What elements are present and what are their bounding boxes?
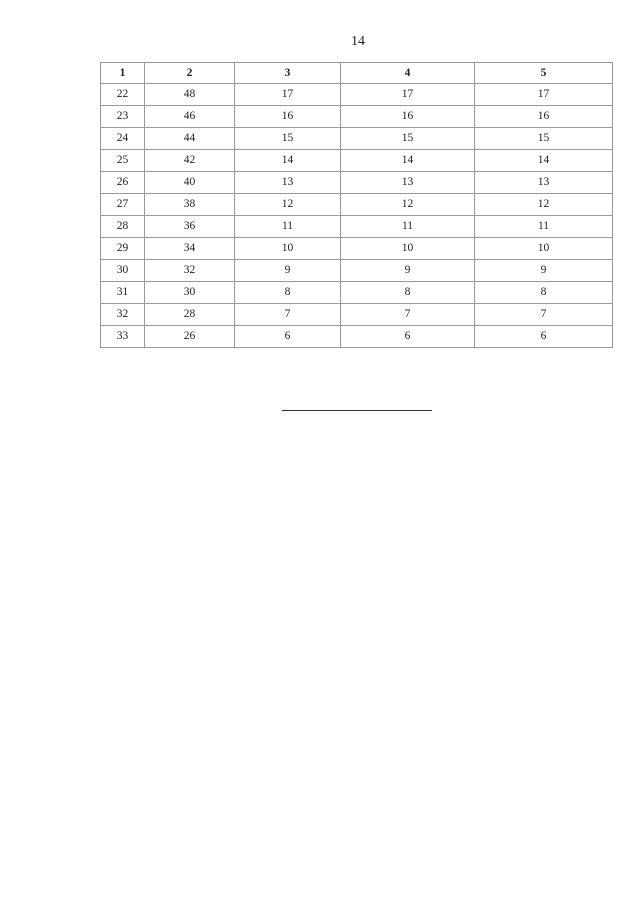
table-cell: 13 [341, 172, 475, 194]
table-cell: 16 [475, 106, 613, 128]
table-row [101, 106, 613, 128]
table-cell: 16 [235, 106, 341, 128]
table-cell: 30 [101, 260, 145, 282]
table-cell: 28 [145, 304, 235, 326]
table-cell: 10 [341, 238, 475, 260]
table-cell: 36 [145, 216, 235, 238]
table-cell: 42 [145, 150, 235, 172]
column-header: 5 [475, 63, 613, 84]
table-row [101, 260, 613, 282]
table-cell: 32 [101, 304, 145, 326]
table-cell: 15 [341, 128, 475, 150]
table-cell: 10 [235, 238, 341, 260]
table-cell: 28 [101, 216, 145, 238]
table-row [101, 128, 613, 150]
table-row [101, 172, 613, 194]
table-row [101, 238, 613, 260]
table-cell: 9 [341, 260, 475, 282]
table-cell: 14 [235, 150, 341, 172]
table-cell: 12 [235, 194, 341, 216]
table-cell: 9 [235, 260, 341, 282]
end-rule [282, 410, 432, 411]
table-cell: 46 [145, 106, 235, 128]
table-cell: 13 [235, 172, 341, 194]
table-cell: 7 [235, 304, 341, 326]
table-cell: 17 [341, 84, 475, 106]
table-cell: 6 [475, 326, 613, 348]
table-cell: 12 [475, 194, 613, 216]
table-row [101, 194, 613, 216]
table-cell: 15 [475, 128, 613, 150]
column-header: 3 [235, 63, 341, 84]
table-cell: 14 [475, 150, 613, 172]
table-header-row [101, 63, 613, 84]
table-cell: 48 [145, 84, 235, 106]
page-number: 14 [351, 34, 365, 49]
table-cell: 17 [235, 84, 341, 106]
table-cell: 17 [475, 84, 613, 106]
table-cell: 10 [475, 238, 613, 260]
column-header: 4 [341, 63, 475, 84]
table-cell: 31 [101, 282, 145, 304]
table-cell: 30 [145, 282, 235, 304]
table-row [101, 326, 613, 348]
table-cell: 6 [235, 326, 341, 348]
table-cell: 34 [145, 238, 235, 260]
table-cell: 33 [101, 326, 145, 348]
table-row [101, 304, 613, 326]
table-cell: 29 [101, 238, 145, 260]
table-row [101, 150, 613, 172]
column-header: 1 [101, 63, 145, 84]
table-cell: 8 [235, 282, 341, 304]
table-cell: 7 [341, 304, 475, 326]
table-cell: 6 [341, 326, 475, 348]
table-cell: 16 [341, 106, 475, 128]
table-cell: 38 [145, 194, 235, 216]
table-cell: 44 [145, 128, 235, 150]
table-cell: 14 [341, 150, 475, 172]
table-cell: 9 [475, 260, 613, 282]
table-row [101, 84, 613, 106]
table-cell: 15 [235, 128, 341, 150]
table-cell: 23 [101, 106, 145, 128]
table-cell: 11 [235, 216, 341, 238]
table-cell: 26 [145, 326, 235, 348]
table-body [101, 84, 613, 348]
table-cell: 8 [475, 282, 613, 304]
table-cell: 8 [341, 282, 475, 304]
table-cell: 24 [101, 128, 145, 150]
table-cell: 25 [101, 150, 145, 172]
table-cell: 12 [341, 194, 475, 216]
table-cell: 27 [101, 194, 145, 216]
table-row [101, 216, 613, 238]
column-header: 2 [145, 63, 235, 84]
table-cell: 11 [475, 216, 613, 238]
table-cell: 40 [145, 172, 235, 194]
table-cell: 32 [145, 260, 235, 282]
table-cell: 7 [475, 304, 613, 326]
data-table [100, 62, 613, 348]
table-row [101, 282, 613, 304]
table-cell: 11 [341, 216, 475, 238]
table-cell: 22 [101, 84, 145, 106]
table-cell: 13 [475, 172, 613, 194]
table-cell: 26 [101, 172, 145, 194]
